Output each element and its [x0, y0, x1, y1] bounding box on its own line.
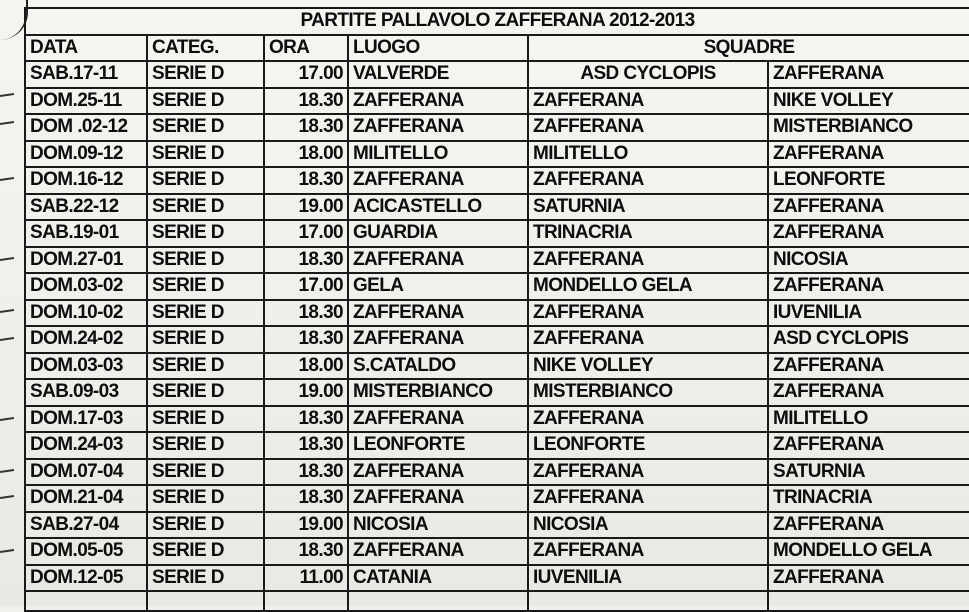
cell-home-team: NIKE VOLLEY: [528, 353, 768, 380]
cell-category: SERIE D: [147, 353, 264, 380]
cell-home-team: ZAFFERANA: [528, 114, 768, 141]
cell-venue: CATANIA: [348, 565, 528, 592]
cell-home-team: ZAFFERANA: [528, 300, 768, 327]
cell-home-team: ZAFFERANA: [528, 88, 768, 115]
cell-away-team: IUVENILIA: [768, 300, 969, 327]
blank-cell: [348, 591, 528, 611]
cell-time: 18.30: [264, 114, 348, 141]
cell-date: DOM.07-04: [25, 459, 147, 486]
cell-away-team: NICOSIA: [768, 247, 969, 274]
table-row: [25, 194, 969, 221]
cell-away-team: ZAFFERANA: [768, 432, 969, 459]
cell-time: 17.00: [264, 220, 348, 247]
cell-date: SAB.27-04: [25, 512, 147, 539]
blank-cell: [528, 591, 768, 611]
cell-away-team: ZAFFERANA: [768, 61, 969, 88]
cell-date: DOM.12-05: [25, 565, 147, 592]
cell-away-team: MILITELLO: [768, 406, 969, 433]
margin-mark: [0, 93, 14, 97]
margin-mark: [0, 495, 14, 499]
cell-venue: LEONFORTE: [348, 432, 528, 459]
cell-away-team: ZAFFERANA: [768, 353, 969, 380]
cell-venue: ZAFFERANA: [348, 88, 528, 115]
cell-venue: GELA: [348, 273, 528, 300]
cell-away-team: ZAFFERANA: [768, 141, 969, 168]
cell-away-team: ZAFFERANA: [768, 220, 969, 247]
cell-home-team: ZAFFERANA: [528, 406, 768, 433]
cell-category: SERIE D: [147, 273, 264, 300]
cell-venue: NICOSIA: [348, 512, 528, 539]
cell-category: SERIE D: [147, 194, 264, 221]
cell-time: 19.00: [264, 379, 348, 406]
header-luogo: LUOGO: [348, 35, 528, 62]
cell-venue: VALVERDE: [348, 61, 528, 88]
margin-mark: [0, 309, 14, 313]
table-title: PARTITE PALLAVOLO ZAFFERANA 2012-2013: [25, 8, 969, 35]
table-row: [25, 88, 969, 115]
cell-time: 18.30: [264, 432, 348, 459]
cell-date: DOM.03-02: [25, 273, 147, 300]
cell-home-team: SATURNIA: [528, 194, 768, 221]
cell-venue: ZAFFERANA: [348, 485, 528, 512]
cell-category: SERIE D: [147, 326, 264, 353]
cell-category: SERIE D: [147, 300, 264, 327]
cell-home-team: TRINACRIA: [528, 220, 768, 247]
table-row: [25, 247, 969, 274]
cell-date: DOM.17-03: [25, 406, 147, 433]
cell-time: 18.30: [264, 459, 348, 486]
cell-time: 18.30: [264, 88, 348, 115]
cell-time: 18.30: [264, 167, 348, 194]
cell-away-team: LEONFORTE: [768, 167, 969, 194]
cell-category: SERIE D: [147, 512, 264, 539]
cell-home-team: ZAFFERANA: [528, 326, 768, 353]
cell-date: DOM.21-04: [25, 485, 147, 512]
cell-venue: ZAFFERANA: [348, 406, 528, 433]
cell-away-team: ZAFFERANA: [768, 512, 969, 539]
cell-home-team: ASD CYCLOPIS: [528, 61, 768, 88]
cell-home-team: MILITELLO: [528, 141, 768, 168]
table-row: [25, 167, 969, 194]
cell-home-team: ZAFFERANA: [528, 459, 768, 486]
cell-venue: ZAFFERANA: [348, 247, 528, 274]
table-row: [25, 273, 969, 300]
schedule-rows: [25, 61, 969, 591]
margin-mark: [0, 257, 14, 261]
cell-time: 18.30: [264, 247, 348, 274]
cell-home-team: ZAFFERANA: [528, 538, 768, 565]
cell-away-team: ZAFFERANA: [768, 273, 969, 300]
cell-category: SERIE D: [147, 114, 264, 141]
table-row: [25, 220, 969, 247]
cell-venue: ZAFFERANA: [348, 300, 528, 327]
cell-date: DOM.27-01: [25, 247, 147, 274]
cell-time: 19.00: [264, 512, 348, 539]
margin-mark: [0, 469, 14, 473]
cell-category: SERIE D: [147, 220, 264, 247]
cell-date: SAB.19-01: [25, 220, 147, 247]
cell-time: 17.00: [264, 273, 348, 300]
cell-time: 18.00: [264, 353, 348, 380]
cell-category: SERIE D: [147, 459, 264, 486]
cell-date: DOM .02-12: [25, 114, 147, 141]
cell-home-team: MISTERBIANCO: [528, 379, 768, 406]
margin-mark: [0, 549, 14, 553]
cell-away-team: ASD CYCLOPIS: [768, 326, 969, 353]
cell-venue: ZAFFERANA: [348, 114, 528, 141]
cell-time: 18.30: [264, 326, 348, 353]
cell-time: 19.00: [264, 194, 348, 221]
table-row: [25, 61, 969, 88]
cell-venue: ACICASTELLO: [348, 194, 528, 221]
cell-home-team: LEONFORTE: [528, 432, 768, 459]
cell-date: DOM.25-11: [25, 88, 147, 115]
cell-home-team: NICOSIA: [528, 512, 768, 539]
cell-category: SERIE D: [147, 247, 264, 274]
cell-home-team: ZAFFERANA: [528, 247, 768, 274]
cell-date: DOM.09-12: [25, 141, 147, 168]
cell-date: DOM.10-02: [25, 300, 147, 327]
table-row: [25, 141, 969, 168]
margin-mark: [0, 337, 14, 341]
title-row: [25, 8, 969, 35]
table-row: [25, 379, 969, 406]
table-row: [25, 459, 969, 486]
cell-date: DOM.16-12: [25, 167, 147, 194]
cell-away-team: ZAFFERANA: [768, 379, 969, 406]
cell-venue: ZAFFERANA: [348, 459, 528, 486]
header-ora: ORA: [264, 35, 348, 62]
margin-mark: [0, 121, 14, 125]
table-row: [25, 406, 969, 433]
header-categ: CATEG.: [147, 35, 264, 62]
cell-category: SERIE D: [147, 167, 264, 194]
cell-venue: ZAFFERANA: [348, 326, 528, 353]
cell-away-team: TRINACRIA: [768, 485, 969, 512]
blank-cell: [768, 591, 969, 611]
cell-date: DOM.03-03: [25, 353, 147, 380]
cell-date: SAB.17-11: [25, 61, 147, 88]
table-row: [25, 485, 969, 512]
cell-date: SAB.09-03: [25, 379, 147, 406]
cell-category: SERIE D: [147, 141, 264, 168]
cell-time: 18.30: [264, 485, 348, 512]
cell-venue: MILITELLO: [348, 141, 528, 168]
cell-away-team: MISTERBIANCO: [768, 114, 969, 141]
cell-home-team: ZAFFERANA: [528, 167, 768, 194]
cell-away-team: ZAFFERANA: [768, 565, 969, 592]
table-row: [25, 565, 969, 592]
cell-venue: GUARDIA: [348, 220, 528, 247]
cell-category: SERIE D: [147, 61, 264, 88]
margin-mark: [0, 177, 14, 181]
blank-cell: [25, 591, 147, 611]
cell-away-team: NIKE VOLLEY: [768, 88, 969, 115]
cell-time: 11.00: [264, 565, 348, 592]
cell-home-team: IUVENILIA: [528, 565, 768, 592]
blank-cell: [264, 591, 348, 611]
cell-category: SERIE D: [147, 379, 264, 406]
cell-date: SAB.22-12: [25, 194, 147, 221]
cell-date: DOM.24-03: [25, 432, 147, 459]
table-row: [25, 538, 969, 565]
blank-cell: [147, 591, 264, 611]
cell-away-team: SATURNIA: [768, 459, 969, 486]
header-squadre: SQUADRE: [528, 35, 969, 62]
table-row: [25, 300, 969, 327]
cell-away-team: MONDELLO GELA: [768, 538, 969, 565]
cell-home-team: MONDELLO GELA: [528, 273, 768, 300]
cell-category: SERIE D: [147, 538, 264, 565]
cell-venue: MISTERBIANCO: [348, 379, 528, 406]
cell-category: SERIE D: [147, 485, 264, 512]
cell-venue: S.CATALDO: [348, 353, 528, 380]
cell-category: SERIE D: [147, 432, 264, 459]
cell-date: DOM.24-02: [25, 326, 147, 353]
cell-date: DOM.05-05: [25, 538, 147, 565]
cell-time: 18.30: [264, 300, 348, 327]
cell-category: SERIE D: [147, 88, 264, 115]
blank-row: [25, 591, 969, 611]
cell-away-team: ZAFFERANA: [768, 194, 969, 221]
cell-category: SERIE D: [147, 406, 264, 433]
table-row: [25, 326, 969, 353]
cell-home-team: ZAFFERANA: [528, 485, 768, 512]
header-row: [25, 35, 969, 62]
cell-time: 17.00: [264, 61, 348, 88]
table-row: [25, 432, 969, 459]
schedule-table: [24, 7, 969, 612]
table-row: [25, 114, 969, 141]
cell-category: SERIE D: [147, 565, 264, 592]
cell-time: 18.00: [264, 141, 348, 168]
cell-time: 18.30: [264, 538, 348, 565]
cell-venue: ZAFFERANA: [348, 538, 528, 565]
margin-mark: [0, 417, 14, 421]
header-data: DATA: [25, 35, 147, 62]
cell-venue: ZAFFERANA: [348, 167, 528, 194]
table-row: [25, 512, 969, 539]
cell-time: 18.30: [264, 406, 348, 433]
table-row: [25, 353, 969, 380]
